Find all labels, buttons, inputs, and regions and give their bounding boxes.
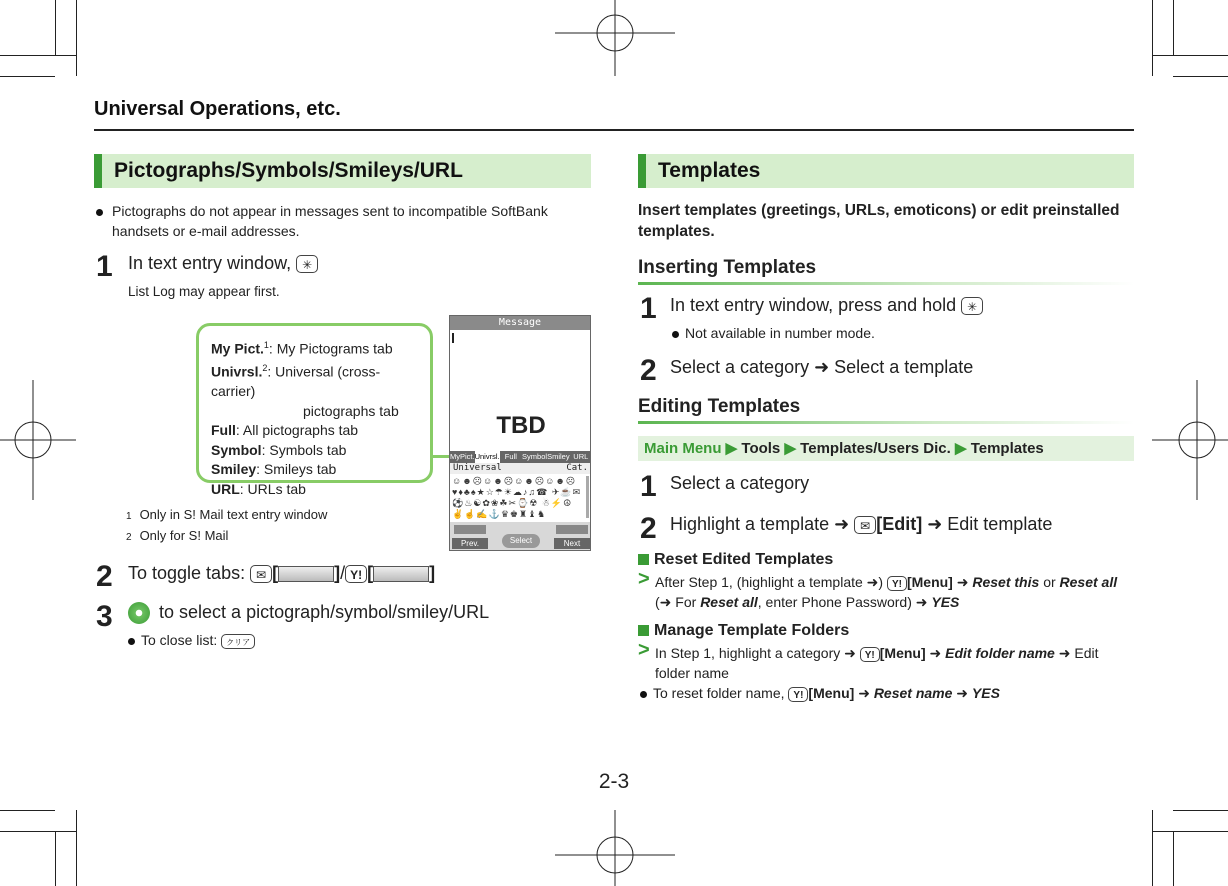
- next-softkey[interactable]: Next: [554, 538, 590, 549]
- smiley-label: Smiley: [211, 461, 257, 478]
- intro-bullet-text: Pictographs do not appear in messages sent to incompatible SoftBank handsets or e-mail addresses.: [112, 203, 548, 239]
- step-number: 2: [640, 354, 657, 387]
- tab-full[interactable]: Full: [504, 452, 517, 461]
- menu-label: [Menu]: [808, 685, 855, 701]
- menu-path: [638, 436, 1134, 461]
- step-number: 2: [640, 512, 657, 545]
- yahoo-key-icon: Y!: [887, 576, 907, 591]
- yahoo-key-icon: Y!: [788, 687, 808, 702]
- edit-folder-name-option: Edit folder name: [945, 645, 1055, 661]
- menu-templates[interactable]: Templates: [970, 440, 1044, 457]
- symbol-text: : Symbols tab: [261, 441, 347, 458]
- sup: 1: [263, 340, 269, 350]
- intro-bullet: [96, 201, 591, 241]
- registration-mark-top: [555, 0, 675, 76]
- triangle-right-icon: ▶: [954, 440, 967, 457]
- bullet-text: To close list:: [141, 632, 218, 648]
- edit-step-2: [640, 512, 657, 546]
- reset-title: [638, 551, 833, 569]
- step-number: 1: [96, 250, 113, 283]
- reset-instructions: [638, 568, 1134, 612]
- tab-mypict[interactable]: MyPict.: [450, 452, 475, 461]
- sup: 2: [262, 363, 268, 374]
- phone-screen: [449, 315, 591, 551]
- menu-label: [Menu]: [906, 574, 953, 590]
- reset-line2-pre: (➜ For: [655, 594, 697, 610]
- registration-mark-right: [1152, 380, 1228, 500]
- pictograph-grid[interactable]: ☺☻☹☺☻☹☺☻☹☺☻☹ ♥♦♣♠★☆☂☀☁♪♫☎ ✈☕✉⚽♨☯✿❀☘✂⌚☢ ☃⚡☮✌☝✍⚓♛♚♜♝♞: [452, 476, 582, 519]
- triangle-right-icon: ▶: [784, 440, 796, 457]
- arrow: ➜: [956, 685, 969, 701]
- next-tab-key[interactable]: [556, 525, 588, 534]
- registration-mark-left: [0, 380, 76, 500]
- step-text: to select a pictograph/symbol/smiley/URL: [159, 602, 490, 622]
- footnote-mark: 2: [126, 532, 132, 543]
- insert-step-1: [640, 292, 657, 326]
- bullet-text: To reset folder name,: [653, 685, 785, 701]
- univrsl-label: Univrsl.: [211, 363, 263, 380]
- univrsl-text-2: pictographs tab: [303, 402, 399, 419]
- manage-title: [638, 622, 849, 640]
- step-number: 1: [640, 292, 657, 325]
- or-text: or: [1043, 574, 1056, 590]
- step-number: 1: [640, 470, 657, 503]
- edit-step-1: [640, 470, 657, 504]
- reset-name-option: Reset name: [873, 685, 953, 701]
- step-number: 3: [96, 600, 113, 633]
- section-title-templates: Templates: [638, 154, 1134, 188]
- square-bullet-icon: [638, 554, 649, 565]
- menu-label: [Menu]: [879, 645, 926, 661]
- phone-list-header: [450, 463, 591, 474]
- reset-line2-mid: , enter Phone Password) ➜: [757, 594, 928, 610]
- mypict-text: : My Pictograms tab: [268, 340, 393, 357]
- footnote-text: Only for S! Mail: [139, 528, 229, 543]
- reset-this-option: Reset this: [972, 574, 1040, 590]
- url-label: URL: [211, 480, 240, 497]
- triangle-right-icon: ▶: [725, 440, 738, 457]
- footnote-2: [126, 528, 228, 543]
- footnote-1: [126, 507, 327, 522]
- left-step-1-note: List Log may appear first.: [128, 284, 280, 299]
- prev-tab-key[interactable]: [454, 525, 486, 534]
- manage-post: ➜ Edit: [1058, 645, 1099, 661]
- left-step-1-text: [128, 253, 318, 274]
- left-step-2: [96, 560, 113, 594]
- chevron-right-icon: >: [638, 639, 650, 661]
- step-text: To toggle tabs:: [128, 563, 246, 583]
- bullet-text: Not available in number mode.: [685, 325, 875, 341]
- tab-univrsl[interactable]: Univrsl.: [474, 452, 500, 461]
- section-title-pictographs: Pictographs/Symbols/Smileys/URL: [94, 154, 591, 188]
- page-header-title: Universal Operations, etc.: [94, 98, 341, 120]
- menu-main[interactable]: Main Menu: [644, 440, 722, 457]
- text-cursor: [452, 333, 454, 343]
- bullet-dot: [96, 209, 103, 216]
- manage-pre: In Step 1, highlight a category ➜: [655, 645, 856, 661]
- mypict-label: My Pict.: [211, 340, 264, 357]
- left-step-3-text: [128, 602, 489, 624]
- yes-option: YES: [931, 594, 960, 610]
- subhead-underline: [638, 282, 1134, 285]
- edit-softkey-label: [Edit]: [876, 514, 923, 534]
- insert-step-1-text: [670, 295, 983, 316]
- tab-url[interactable]: URL: [573, 452, 589, 461]
- full-label: Full: [211, 422, 236, 439]
- manage-bullet: [640, 683, 1000, 703]
- left-tab-key-icon: [278, 566, 334, 582]
- yahoo-key-icon: Y!: [345, 565, 367, 583]
- insert-step-2: [640, 354, 657, 388]
- reset-title-text: Reset Edited Templates: [654, 551, 834, 568]
- clear-key-icon: クリア: [221, 634, 255, 649]
- manage-instructions: [638, 639, 1134, 683]
- step-text-post: ➜ Edit template: [927, 514, 1053, 534]
- tbd-placeholder: TBD: [496, 412, 546, 439]
- reset-all-option: Reset all: [1059, 574, 1118, 590]
- phone-softkey-bar: [450, 522, 591, 551]
- tab-symbol[interactable]: Symbol: [522, 452, 548, 461]
- reset-pre: After Step 1, (highlight a template ➜): [655, 574, 884, 590]
- grid-scrollbar[interactable]: [586, 476, 589, 518]
- subhead-underline: [638, 421, 1134, 424]
- header-rule: [94, 129, 1134, 131]
- bullet-dot: [640, 691, 647, 698]
- yahoo-key-icon: Y!: [860, 647, 880, 662]
- right-tab-key-icon: [373, 566, 429, 582]
- manage-title-text: Manage Template Folders: [654, 622, 850, 639]
- manage-line2: folder name: [655, 665, 729, 681]
- phone-title-bar: Message: [450, 316, 590, 330]
- editing-templates-title: Editing Templates: [638, 396, 801, 417]
- symbol-label: Symbol: [211, 441, 262, 458]
- registration-mark-bottom: [555, 810, 675, 886]
- smiley-text: : Smileys tab: [256, 461, 337, 478]
- arrow: ➜: [929, 645, 942, 661]
- templates-intro: Insert templates (greetings, URLs, emoticons) or edit preinstalled templates.: [638, 202, 1120, 240]
- arrow: ➜: [858, 685, 870, 701]
- left-step-3-bullet: [128, 630, 255, 650]
- tab-smiley[interactable]: Smiley: [547, 452, 570, 461]
- bullet-dot: [128, 638, 135, 645]
- prev-softkey[interactable]: Prev.: [452, 538, 488, 549]
- url-text: : URLs tab: [239, 480, 306, 497]
- yes-option: YES: [971, 685, 1000, 701]
- footnote-mark: 1: [126, 511, 132, 522]
- full-text: : All pictographs tab: [235, 422, 359, 439]
- step-text: In text entry window,: [128, 253, 292, 273]
- left-step-1: [96, 250, 113, 284]
- chevron-right-icon: >: [638, 568, 650, 590]
- step-text: In text entry window, press and hold: [670, 295, 957, 315]
- reset-all-option-2: Reset all: [700, 594, 758, 610]
- mail-key-icon: ✉: [250, 565, 272, 583]
- step-text: Highlight a template ➜: [670, 514, 850, 534]
- edit-step-1-text: Select a category: [670, 473, 810, 493]
- step-number: 2: [96, 560, 113, 593]
- insert-step-2-text: Select a category ➜ Select a template: [670, 357, 974, 377]
- menu-tools[interactable]: Tools: [741, 440, 781, 457]
- arrow: ➜: [956, 574, 969, 590]
- list-label: Universal: [453, 463, 502, 473]
- cat-label: Cat.: [566, 463, 588, 473]
- tab-legend-callout: [196, 323, 433, 497]
- phone-tab-bar: [450, 451, 591, 463]
- left-step-3: [96, 600, 113, 634]
- square-bullet-icon: [638, 625, 649, 636]
- mail-key-icon: ✉: [854, 516, 876, 534]
- univrsl-text: : Universal (cross-carrier): [211, 363, 381, 400]
- footnote-text: Only in S! Mail text entry window: [139, 507, 328, 522]
- asterisk-key-icon: ✳: [296, 255, 318, 273]
- select-softkey[interactable]: Select: [502, 534, 540, 548]
- asterisk-key-icon: ✳: [961, 297, 983, 315]
- menu-users-dic[interactable]: Templates/Users Dic.: [800, 440, 951, 457]
- inserting-templates-title: Inserting Templates: [638, 257, 817, 278]
- multi-selector-icon: [128, 602, 150, 624]
- bullet-dot: [672, 331, 679, 338]
- page-number: 2-3: [598, 770, 630, 793]
- edit-step-2-text: [670, 514, 1052, 535]
- left-step-2-text: To toggle tabs: ✉ [ ]/ Y! [ ]: [128, 563, 436, 583]
- insert-step-1-bullet: [672, 323, 875, 343]
